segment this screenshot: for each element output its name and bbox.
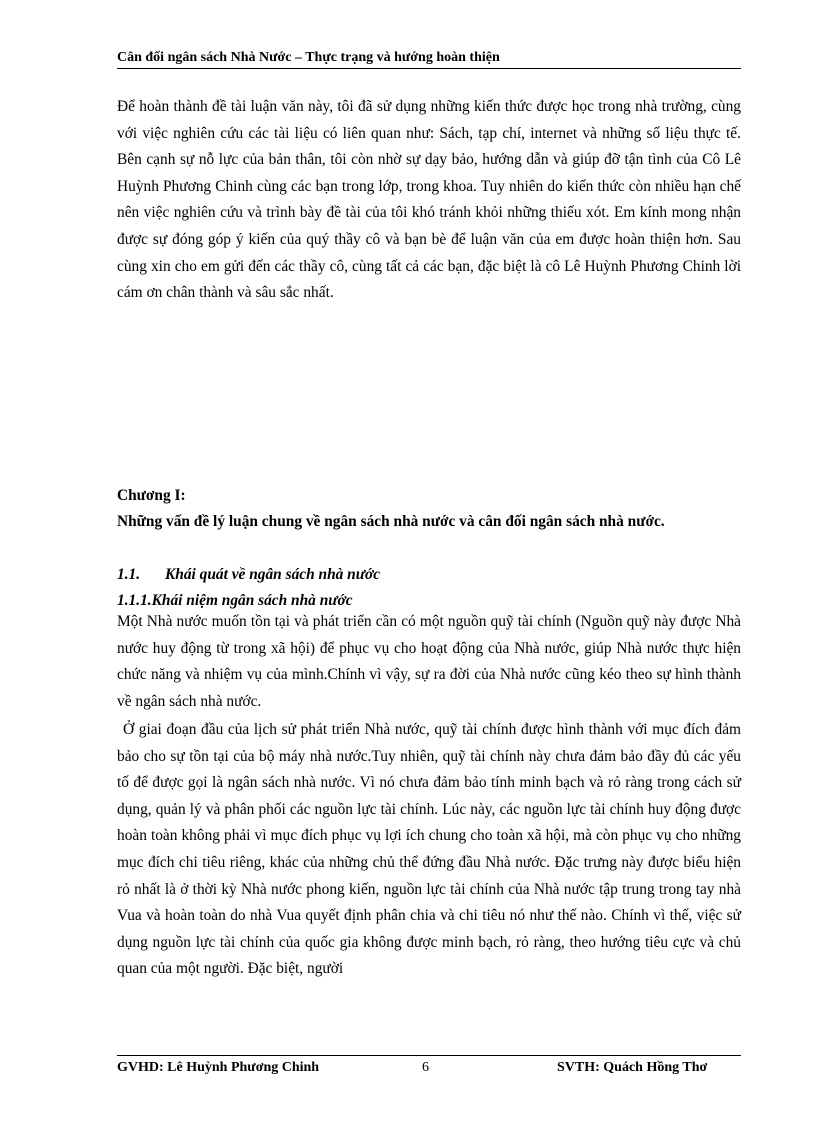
page-header-title: Cân đối ngân sách Nhà Nước – Thực trạng và hướng hoàn thiện <box>117 50 500 65</box>
body-paragraph: Ở giai đoạn đầu của lịch sử phát triển Nhà nước, quỹ tài chính được hình thành với mục đích đảm bảo cho sự tồn tại của bộ máy nhà nước.Tuy nhiên, quỹ tài chính này chưa đảm bảo đầy đủ các yếu tố để được gọi là ngân sách nhà nước. Vì nó chưa đảm bảo tính minh bạch và rỏ ràng trong cách sử dụng, quản lý và phân phối các nguồn lực tài chính. Lúc này, các nguồn lực tài chính huy động được hoàn toàn không phải vì mục đích phục vụ lợi ích chung cho toàn xã hội, mà còn phục vụ cho những mục đích chi tiêu riêng, khác của những chủ thể đứng đầu Nhà nước. Đặc trưng này được biểu hiện rỏ nhất là ở thời kỳ Nhà nước phong kiến, nguồn lực tài chính của Nhà nước tập trung trong tay nhà Vua và hoàn toàn do nhà Vua quyết định phân chia và chi tiêu nó như thế nào. Chính vì thế, việc sử dụng nguồn lực tài chính của quốc gia không được minh bạch, rỏ ràng, theo hướng tiêu cực và chủ quan của một người. Đặc biệt, người <box>117 721 741 978</box>
footer-divider <box>117 1055 741 1056</box>
intro-paragraph: Để hoàn thành đề tài luận văn này, tôi đã sử dụng những kiến thức được học trong nhà trường, cùng với việc nghiên cứu các tài liệu có liên quan như: Sách, tạp chí, internet và những số liệu thực tế. Bên cạnh sự nỗ lực của bản thân, tôi còn nhờ sự dạy bảo, hướng dẫn và giúp đỡ tận tình của Cô Lê Huỳnh Phương Chinh cùng các bạn trong lớp, trong khoa. Tuy nhiên do kiến thức còn nhiều hạn chế nên việc nghiên cứu và trình bày đề tài của tôi khó tránh khỏi những thiếu xót. Em kính mong nhận được sự đóng góp ý kiến của quý thầy cô và bạn bè để luận văn của em được hoàn thiện hơn. Sau cùng xin cho em gửi đến các thầy cô, cùng tất cả các bạn, đặc biệt là cô Lê Huỳnh Phương Chinh lời cám ơn chân thành và sâu sắc nhất. <box>117 98 741 302</box>
footer-advisor: GVHD: Lê Huỳnh Phương Chinh <box>117 1060 320 1075</box>
subsection-heading-1-1-1: 1.1.1.Khái niệm ngân sách nhà nước <box>117 592 353 609</box>
footer-student: SVTH: Quách Hồng Thơ <box>557 1060 708 1075</box>
chapter-title: Những vấn đề lý luận chung về ngân sách nhà nước và cân đối ngân sách nhà nước. <box>117 513 665 530</box>
section-number: 1.1. <box>117 566 141 583</box>
page-number: 6 <box>422 1060 429 1075</box>
chapter-label: Chương I: <box>117 487 186 504</box>
section-heading-1-1 <box>117 562 741 588</box>
section-title: Khái quát về ngân sách nhà nước <box>165 566 381 583</box>
body-paragraph: Một Nhà nước muốn tồn tại và phát triển cần có một nguồn quỹ tài chính (Nguồn quỹ này được Nhà nước huy động từ trong xã hội) để phục vụ cho hoạt động của Nhà nước, giúp Nhà nước thực hiện chức năng và nhiệm vụ của mình.Chính vì vậy, sự ra đời của Nhà nước cũng kéo theo sự hình thành về ngân sách nhà nước. <box>117 613 741 710</box>
header-divider <box>117 68 741 69</box>
